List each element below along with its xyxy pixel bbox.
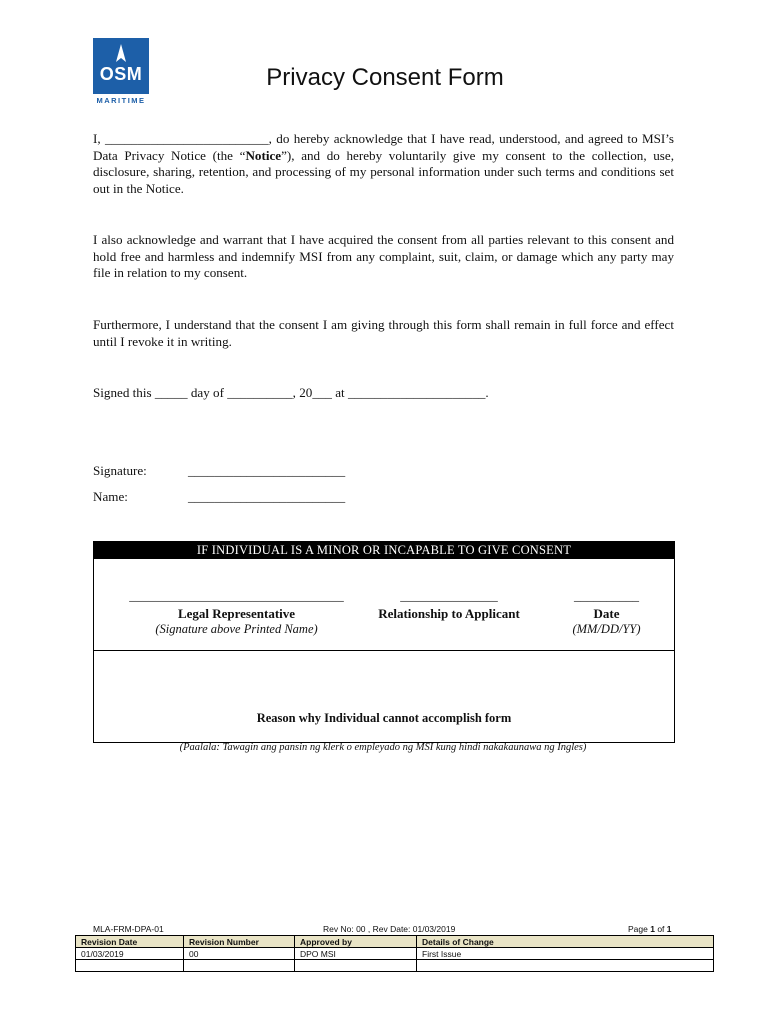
- date-field[interactable]: __________: [574, 588, 639, 603]
- column-header: Revision Number: [184, 936, 295, 948]
- table-cell: [417, 960, 714, 972]
- minor-consent-box: [93, 541, 675, 743]
- legal-representative-sub: (Signature above Printed Name): [155, 622, 318, 636]
- table-row: [76, 960, 714, 972]
- revision-table: [75, 935, 714, 972]
- table-row: [76, 948, 714, 960]
- table-cell: [76, 960, 184, 972]
- language-note: (Paalala: Tawagin ang pansin ng klerk o empleyado ng MSI kung hindi nakakaunawa ng Ingles): [179, 742, 587, 753]
- signed-line[interactable]: Signed this _____ day of __________, 20___ at _____________________.: [93, 385, 489, 400]
- legal-representative-field[interactable]: _________________________________: [129, 588, 344, 603]
- logo-subtitle: MARITIME: [96, 96, 146, 105]
- page-number: Page 1 of 1: [628, 924, 672, 934]
- signature-field[interactable]: ________________________: [188, 463, 346, 478]
- column-header: Details of Change: [417, 936, 714, 948]
- consent-paragraph-1: I, _________________________, do hereby acknowledge that I have read, understood, and agreed to MSI’s Data Privacy Notice (the “Notice”), and do hereby voluntarily give my consent to the collection, use, disclosure, sharing, retention, and processing of my personal information under such terms and conditions set out in the Notice.: [93, 131, 674, 196]
- relationship-label: Relationship to Applicant: [378, 606, 520, 621]
- date-block: [549, 588, 664, 637]
- table-cell: First Issue: [417, 948, 714, 960]
- logo-brand: OSM: [99, 64, 143, 84]
- form-code: MLA-FRM-DPA-01: [93, 924, 164, 934]
- relationship-block: [359, 588, 539, 622]
- name-label: Name:: [93, 489, 128, 504]
- table-cell: 00: [184, 948, 295, 960]
- page-title: Privacy Consent Form: [266, 64, 504, 91]
- legal-representative-block: [119, 588, 354, 637]
- date-format-hint: (MM/DD/YY): [572, 622, 641, 636]
- table-cell: [295, 960, 417, 972]
- table-cell: DPO MSI: [295, 948, 417, 960]
- table-cell: 01/03/2019: [76, 948, 184, 960]
- table-cell: [184, 960, 295, 972]
- minor-box-header: IF INDIVIDUAL IS A MINOR OR INCAPABLE TO GIVE CONSENT: [94, 542, 674, 559]
- reason-label: Reason why Individual cannot accomplish form: [256, 711, 512, 725]
- signature-label: Signature:: [93, 463, 147, 478]
- box-divider: [94, 650, 674, 651]
- consent-paragraph-2: I also acknowledge and warrant that I have acquired the consent from all parties relevant to this consent and hold free and harmless and indemnify MSI from any complaint, suit, claim, or damage which any party may file in relation to my consent.: [93, 232, 674, 280]
- consent-paragraph-3: Furthermore, I understand that the consent I am giving through this form shall remain in full force and effect until I revoke it in writing.: [93, 317, 674, 349]
- revision-table-header: [76, 936, 714, 948]
- sail-icon: [115, 44, 127, 64]
- relationship-field[interactable]: _______________: [400, 588, 498, 603]
- column-header: Approved by: [295, 936, 417, 948]
- name-field[interactable]: ________________________: [188, 489, 346, 504]
- legal-representative-label: Legal Representative: [177, 606, 296, 621]
- date-label: Date: [593, 606, 620, 621]
- revision-info: Rev No: 00 , Rev Date: 01/03/2019: [323, 924, 456, 934]
- column-header: Revision Date: [76, 936, 184, 948]
